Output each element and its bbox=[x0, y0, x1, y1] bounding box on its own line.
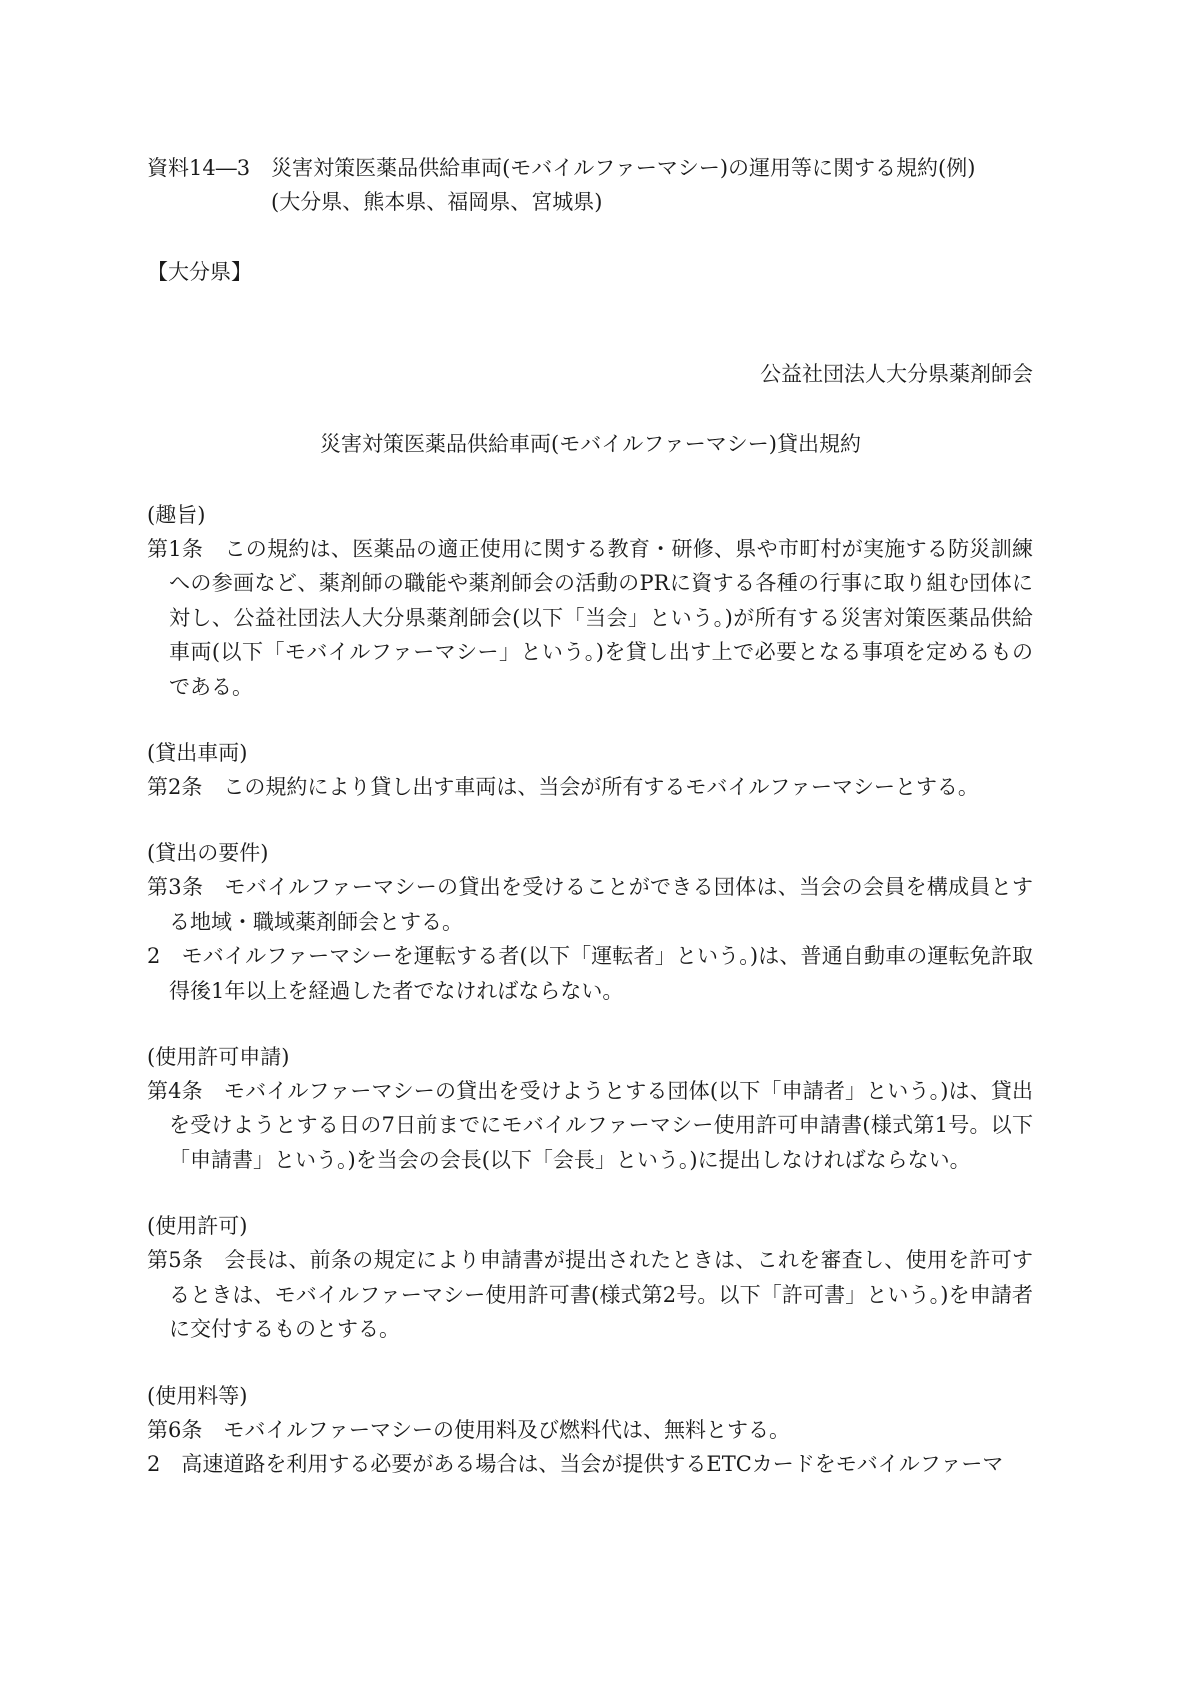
article-section-3 bbox=[147, 836, 1033, 1008]
section-heading: (使用料等) bbox=[147, 1383, 248, 1408]
article-paragraph: 第2条 この規約により貸し出す車両は、当会が所有するモバイルファーマシーとする。 bbox=[147, 775, 979, 800]
section-heading: (貸出の要件) bbox=[147, 841, 269, 866]
prefecture-label: 【大分県】 bbox=[147, 260, 252, 284]
section-heading: (使用許可申請) bbox=[147, 1045, 290, 1070]
article-section-6 bbox=[147, 1379, 1033, 1482]
article-section-1 bbox=[147, 498, 1033, 704]
article-paragraph: 第4条 モバイルファーマシーの貸出を受けようとする団体(以下「申請者」という。)は、貸出を受けようとする日の7日前までにモバイルファーマシー使用許可申請書(様式第1号。以下「申請書」という。)を当会の会長(以下「会長」という。)に提出しなければならない。 bbox=[147, 1079, 1033, 1172]
organization-name: 公益社団法人大分県薬剤師会 bbox=[760, 362, 1033, 386]
article-section-4 bbox=[147, 1040, 1033, 1177]
article-paragraph: 2 高速道路を利用する必要がある場合は、当会が提供するETCカードをモバイルファーマ bbox=[147, 1451, 1004, 1476]
article-paragraph: 2 モバイルファーマシーを運転する者(以下「運転者」という。)は、普通自動車の運転免許取得後1年以上を経過した者でなければならない。 bbox=[147, 944, 1033, 1003]
document-heading-line1: 資料14―3 災害対策医薬品供給車両(モバイルファーマシー)の運用等に関する規約(例) bbox=[147, 156, 976, 180]
article-section-2 bbox=[147, 736, 1033, 804]
section-heading: (趣旨) bbox=[147, 503, 206, 527]
article-paragraph: 第6条 モバイルファーマシーの使用料及び燃料代は、無料とする。 bbox=[147, 1417, 790, 1442]
article-paragraph: 第1条 この規約は、医薬品の適正使用に関する教育・研修、県や市町村が実施する防災訓練への参画など、薬剤師の職能や薬剤師会の活動のPRに資する各種の行事に取り組む団体に対し、公益社団法人大分県薬剤師会(以下「当会」という。)が所有する災害対策医薬品供給車両(以下「モバイルファーマシー」という。)を貸し出す上で必要となる事項を定めるものである。 bbox=[147, 537, 1033, 699]
articles bbox=[147, 498, 1033, 1481]
document-heading-line2: (大分県、熊本県、福岡県、宮城県) bbox=[271, 190, 603, 214]
section-heading: (貸出車両) bbox=[147, 741, 248, 766]
article-paragraph: 第5条 会長は、前条の規定により申請書が提出されたときは、これを審査し、使用を許可するときは、モバイルファーマシー使用許可書(様式第2号。以下「許可書」という。)を申請者に交付するものとする。 bbox=[147, 1248, 1033, 1342]
regulation-title: 災害対策医薬品供給車両(モバイルファーマシー)貸出規約 bbox=[320, 432, 861, 456]
document-heading bbox=[147, 152, 975, 218]
section-heading: (使用許可) bbox=[147, 1214, 248, 1239]
article-section-5 bbox=[147, 1209, 1033, 1346]
article-paragraph: 第3条 モバイルファーマシーの貸出を受けることができる団体は、当会の会員を構成員とする地域・職域薬剤師会とする。 bbox=[147, 875, 1033, 934]
